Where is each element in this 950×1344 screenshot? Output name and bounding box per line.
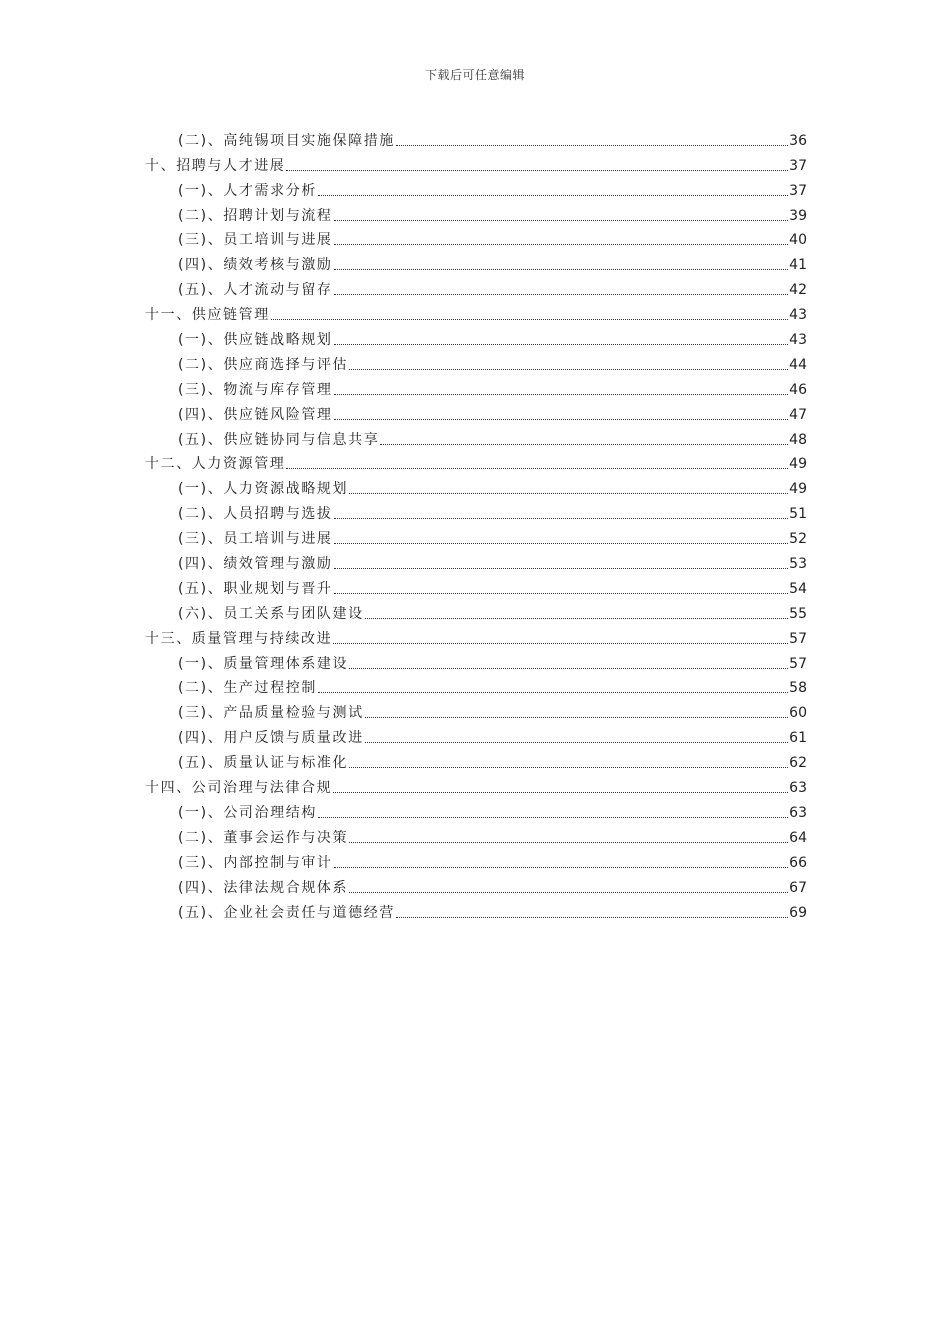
toc-entry-page-number: 47 <box>789 406 807 423</box>
toc-entry[interactable] <box>145 424 807 449</box>
toc-entry[interactable] <box>145 697 807 722</box>
toc-entry[interactable] <box>145 747 807 772</box>
toc-entry-page-number: 53 <box>789 556 807 573</box>
toc-entry-title: (一)、公司治理结构 <box>178 804 317 821</box>
toc-entry-page-number: 67 <box>789 879 807 896</box>
toc-entry-page-number: 40 <box>789 232 807 249</box>
toc-entry-title: 十、招聘与人才进展 <box>145 157 286 174</box>
toc-entry-title: (二)、招聘计划与流程 <box>178 207 333 224</box>
toc-entry[interactable] <box>145 872 807 897</box>
toc-dot-leader <box>334 418 789 420</box>
toc-entry[interactable] <box>145 897 807 922</box>
toc-entry-page-number: 43 <box>789 307 807 324</box>
toc-entry[interactable] <box>145 822 807 847</box>
toc-entry-page-number: 62 <box>789 755 807 772</box>
toc-entry[interactable] <box>145 523 807 548</box>
toc-entry-page-number: 63 <box>789 780 807 797</box>
toc-entry[interactable] <box>145 399 807 424</box>
toc-dot-leader <box>349 667 788 669</box>
toc-dot-leader <box>349 766 788 768</box>
toc-entry[interactable] <box>145 722 807 747</box>
toc-dot-leader <box>334 866 789 868</box>
toc-entry-title: 十二、人力资源管理 <box>145 456 286 473</box>
toc-entry-title: (四)、用户反馈与质量改进 <box>178 730 364 747</box>
toc-entry-page-number: 49 <box>789 456 807 473</box>
toc-entry[interactable] <box>145 548 807 573</box>
toc-entry-title: (三)、产品质量检验与测试 <box>178 705 364 722</box>
toc-entry-page-number: 54 <box>789 580 807 597</box>
toc-dot-leader <box>349 492 788 494</box>
toc-entry-page-number: 51 <box>789 506 807 523</box>
toc-entry-page-number: 60 <box>789 705 807 722</box>
toc-entry-title: (六)、员工关系与团队建设 <box>178 605 364 622</box>
toc-dot-leader <box>380 443 788 445</box>
toc-dot-leader <box>396 916 788 918</box>
toc-entry[interactable] <box>145 125 807 150</box>
toc-dot-leader <box>349 368 788 370</box>
toc-entry-title: (三)、员工培训与进展 <box>178 232 333 249</box>
toc-entry-title: (四)、供应链风险管理 <box>178 406 333 423</box>
toc-entry[interactable] <box>145 623 807 648</box>
toc-entry[interactable] <box>145 797 807 822</box>
toc-entry[interactable] <box>145 772 807 797</box>
toc-dot-leader <box>334 293 789 295</box>
toc-dot-leader <box>365 716 788 718</box>
toc-entry-page-number: 55 <box>789 605 807 622</box>
toc-dot-leader <box>318 194 788 196</box>
toc-entry[interactable] <box>145 324 807 349</box>
toc-entry-page-number: 57 <box>789 655 807 672</box>
toc-dot-leader <box>286 467 788 469</box>
toc-entry[interactable] <box>145 150 807 175</box>
toc-entry[interactable] <box>145 175 807 200</box>
toc-entry-page-number: 37 <box>789 182 807 199</box>
toc-entry-title: (三)、员工培训与进展 <box>178 531 333 548</box>
toc-entry-title: 十三、质量管理与持续改进 <box>145 630 333 647</box>
toc-dot-leader <box>334 592 789 594</box>
toc-dot-leader <box>365 741 788 743</box>
toc-entry-page-number: 43 <box>789 332 807 349</box>
toc-entry-page-number: 66 <box>789 854 807 871</box>
toc-entry-title: (二)、供应商选择与评估 <box>178 356 349 373</box>
page-header: 下载后可任意编辑 <box>424 68 525 82</box>
toc-entry-page-number: 63 <box>789 804 807 821</box>
toc-dot-leader <box>334 567 789 569</box>
toc-entry[interactable] <box>145 673 807 698</box>
toc-entry-title: (三)、内部控制与审计 <box>178 854 333 871</box>
table-of-contents <box>145 125 807 922</box>
toc-entry[interactable] <box>145 847 807 872</box>
toc-entry[interactable] <box>145 374 807 399</box>
toc-entry[interactable] <box>145 648 807 673</box>
toc-entry-page-number: 64 <box>789 829 807 846</box>
toc-entry-title: (二)、高纯锡项目实施保障措施 <box>178 132 395 149</box>
toc-dot-leader <box>334 393 789 395</box>
toc-dot-leader <box>286 169 788 171</box>
toc-entry[interactable] <box>145 225 807 250</box>
toc-entry-page-number: 44 <box>789 356 807 373</box>
toc-dot-leader <box>334 343 789 345</box>
toc-entry-title: 十四、公司治理与法律合规 <box>145 780 333 797</box>
toc-entry-page-number: 37 <box>789 157 807 174</box>
toc-entry[interactable] <box>145 274 807 299</box>
toc-entry-title: (一)、供应链战略规划 <box>178 332 333 349</box>
toc-entry-title: (四)、绩效管理与激励 <box>178 556 333 573</box>
toc-entry-title: (一)、人才需求分析 <box>178 182 317 199</box>
toc-dot-leader <box>334 268 789 270</box>
toc-entry-title: (五)、供应链协同与信息共享 <box>178 431 380 448</box>
toc-entry-page-number: 42 <box>789 282 807 299</box>
toc-dot-leader <box>333 791 788 793</box>
toc-dot-leader <box>334 219 789 221</box>
toc-entry-title: (一)、人力资源战略规划 <box>178 481 349 498</box>
toc-dot-leader <box>334 243 789 245</box>
toc-dot-leader <box>349 891 788 893</box>
toc-entry-title: (五)、人才流动与留存 <box>178 282 333 299</box>
toc-entry-title: (二)、董事会运作与决策 <box>178 829 349 846</box>
toc-entry-title: (五)、企业社会责任与道德经营 <box>178 904 395 921</box>
toc-dot-leader <box>318 816 788 818</box>
toc-dot-leader <box>333 642 788 644</box>
toc-entry-page-number: 57 <box>789 630 807 647</box>
toc-entry-page-number: 46 <box>789 381 807 398</box>
toc-entry-page-number: 58 <box>789 680 807 697</box>
toc-entry-title: (一)、质量管理体系建设 <box>178 655 349 672</box>
toc-dot-leader <box>318 691 788 693</box>
toc-dot-leader <box>365 617 788 619</box>
toc-entry-title: (二)、人员招聘与选拔 <box>178 506 333 523</box>
toc-entry[interactable] <box>145 299 807 324</box>
toc-entry[interactable] <box>145 498 807 523</box>
toc-entry-page-number: 36 <box>789 132 807 149</box>
toc-entry-title: (四)、绩效考核与激励 <box>178 257 333 274</box>
toc-entry-title: (五)、职业规划与晋升 <box>178 580 333 597</box>
toc-entry-page-number: 61 <box>789 730 807 747</box>
toc-entry-title: (五)、质量认证与标准化 <box>178 755 349 772</box>
toc-entry-page-number: 39 <box>789 207 807 224</box>
toc-entry[interactable] <box>145 200 807 225</box>
toc-entry[interactable] <box>145 598 807 623</box>
toc-dot-leader <box>396 144 788 146</box>
toc-entry-page-number: 41 <box>789 257 807 274</box>
toc-entry-page-number: 52 <box>789 531 807 548</box>
toc-dot-leader <box>349 841 788 843</box>
toc-entry-title: (二)、生产过程控制 <box>178 680 317 697</box>
toc-dot-leader <box>271 318 788 320</box>
toc-entry[interactable] <box>145 473 807 498</box>
toc-entry[interactable] <box>145 249 807 274</box>
toc-entry-title: (四)、法律法规合规体系 <box>178 879 349 896</box>
toc-entry[interactable] <box>145 349 807 374</box>
toc-dot-leader <box>334 542 789 544</box>
toc-entry-page-number: 69 <box>789 904 807 921</box>
toc-entry-page-number: 49 <box>789 481 807 498</box>
toc-entry-title: 十一、供应链管理 <box>145 307 270 324</box>
toc-entry[interactable] <box>145 573 807 598</box>
toc-entry[interactable] <box>145 449 807 474</box>
toc-entry-title: (三)、物流与库存管理 <box>178 381 333 398</box>
toc-dot-leader <box>334 517 789 519</box>
toc-entry-page-number: 48 <box>789 431 807 448</box>
